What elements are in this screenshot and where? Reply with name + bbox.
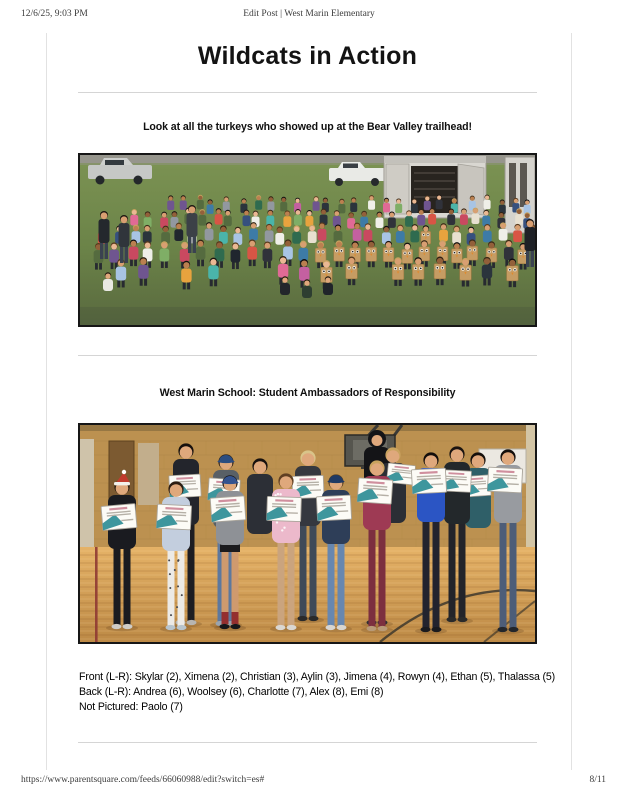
- divider-rule: [78, 355, 537, 356]
- photo-caption-ambassadors: West Marin School: Student Ambassadors of Responsibility: [159, 387, 456, 399]
- photo-caption-turkeys: Look at all the turkeys who showed up at the Bear Valley trailhead!: [143, 121, 472, 133]
- post-title: Wildcats in Action: [197, 42, 418, 70]
- divider-rule: [78, 742, 537, 743]
- page-frame-left-line: [46, 33, 47, 770]
- names-back-row: Back (L-R): Andrea (6), Woolsey (6), Charlotte (7), Alex (8), Emi (8): [79, 686, 384, 698]
- print-footer-url: https://www.parentsquare.com/feeds/66060988/edit?switch=es#: [21, 775, 265, 785]
- names-not-pictured: Not Pictured: Paolo (7): [79, 701, 183, 713]
- student-name-list: [79, 670, 555, 715]
- print-document-title: Edit Post | West Marin Elementary: [243, 9, 375, 19]
- divider-rule: [78, 92, 537, 93]
- page-frame-right-line: [571, 33, 572, 770]
- photo-ambassadors-gym: [78, 423, 537, 644]
- print-timestamp: 12/6/25, 9:03 PM: [21, 9, 88, 19]
- print-page-number: 8/11: [589, 775, 606, 785]
- photo-bear-valley-group: [78, 153, 537, 327]
- names-front-row: Front (L-R): Skylar (2), Ximena (2), Christian (3), Aylin (3), Jimena (4), Rowyn (4), Ethan (5), Thalassa (5): [79, 671, 556, 683]
